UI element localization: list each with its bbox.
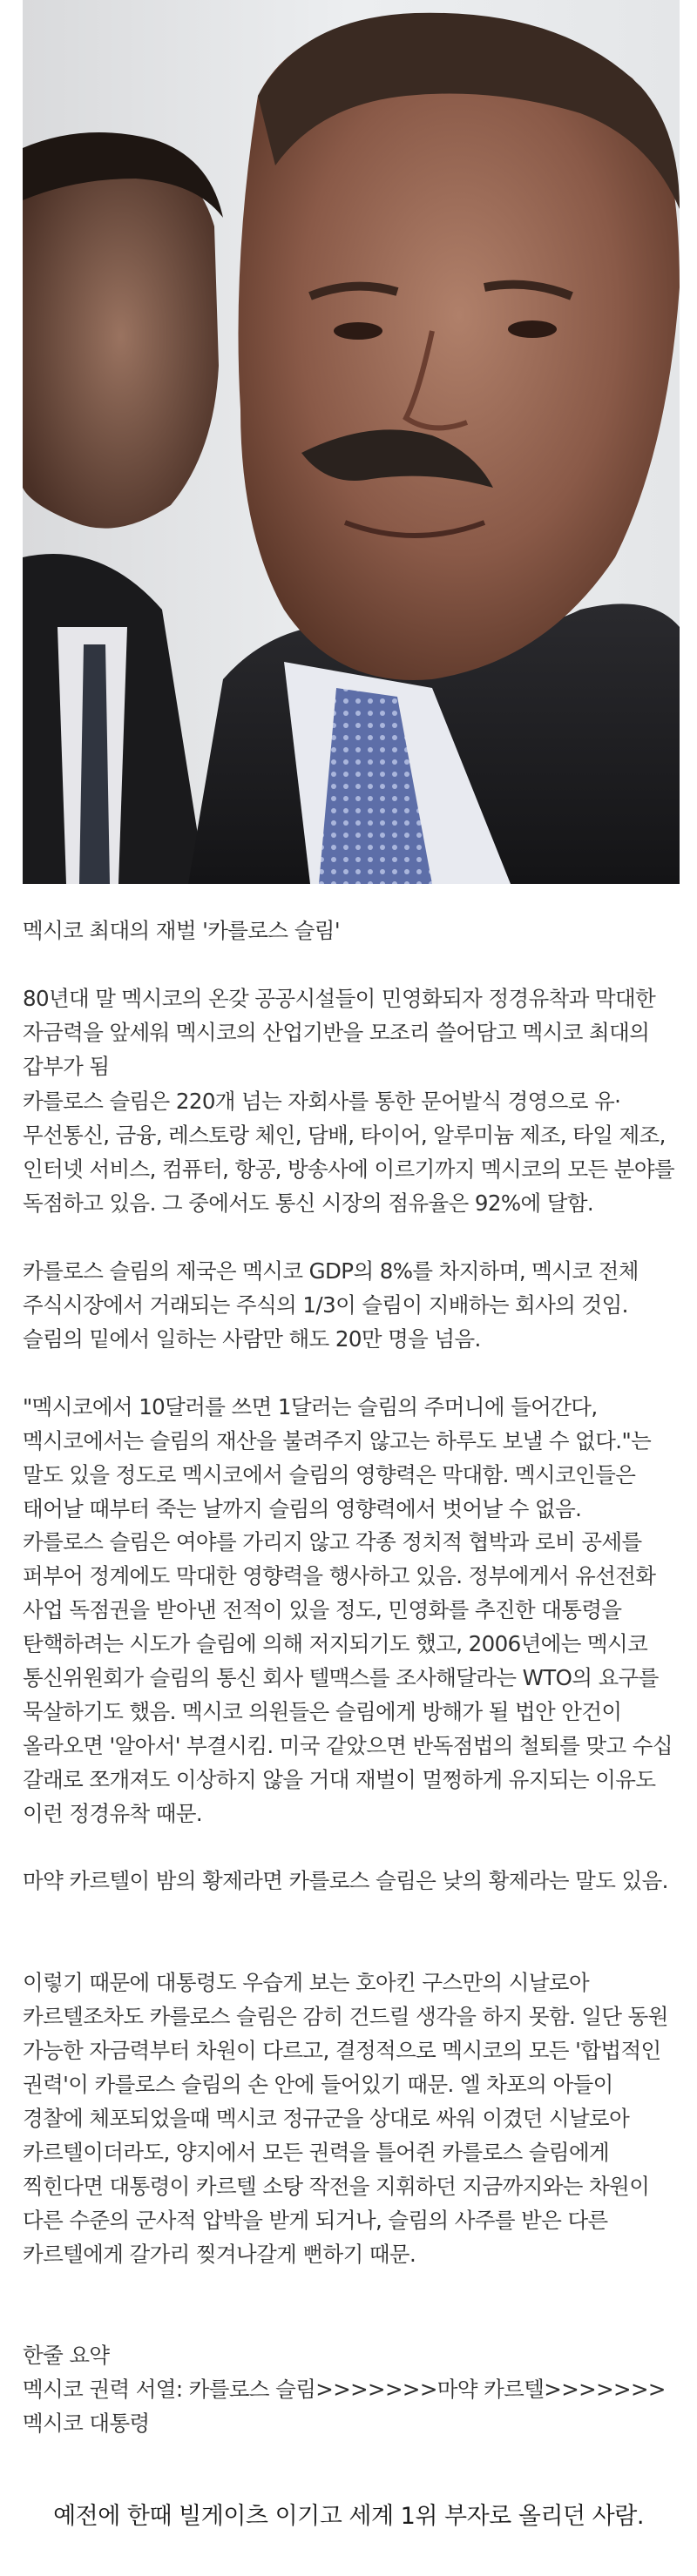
paragraph-5: 카를로스 슬림은 여야를 가리지 않고 각종 정치적 협박과 로비 공세를 퍼부어 정계에도 막대한 영향력을 행사하고 있음. 정부에게서 유선전화 사업 독점권을 받아낸 전적이 있을 정도, 민영화를 추진한 대통령을 탄핵하려는 시도가 슬림에 의해 저지되기도 했고, 2006년에는 멕시코 통신위원회가 슬림의 통신 회사 텔맥스를 조사해달라는 WTO의 요구를 묵살하기도 했음. 멕시코 의원들은 슬림에게 방해가 될 법안 안건이 올라오면 '알아서' 부결시킴. 미국 같았으면 반독점법의 철퇴를 맞고 수십 갈래로 쪼개져도 이상하지 않을 거대 재벌이 멀쩡하게 유지되는 이유도 이런 정경유착 때문. — [23, 1529, 673, 1826]
paragraph-4: "멕시코에서 10달러를 쓰면 1달러는 슬림의 주머니에 들어간다, 멕시코에서는 슬림의 재산을 불려주지 않고는 하루도 보낼 수 없다."는 말도 있을 정도로 멕시코에서 슬림의 영향력은 막대함. 멕시코인들은 태어날 때부터 죽는 날까지 슬림의 영향력에서 벗어날 수 없음. — [23, 1394, 652, 1521]
main-person — [188, 13, 680, 884]
portrait-photo — [23, 0, 680, 884]
paragraph-3: 카를로스 슬림의 제국은 멕시코 GDP의 8%를 차지하며, 멕시코 전체 주식시장에서 거래되는 주식의 1/3이 슬림이 지배하는 회사의 것임. 슬림의 밑에서 일하는 사람만 해도 20만 명을 넘음. — [23, 1258, 639, 1352]
paragraph-2: 카를로스 슬림은 220개 넘는 자회사를 통한 문어발식 경영으로 유·무선통신, 금융, 레스토랑 체인, 담배, 타이어, 알루미늄 제조, 타일 제조, 인터넷 서비스, 컴퓨터, 항공, 방송사에 이르기까지 멕시코의 모든 분야를 독점하고 있음. 그 중에서도 통신 시장의 점유율은 92%에 달함. — [23, 1089, 675, 1216]
paragraph-1: 80년대 말 멕시코의 온갖 공공시설들이 민영화되자 정경유착과 막대한 자금력을 앞세워 멕시코의 산업기반을 모조리 쓸어담고 멕시코 최대의 갑부가 됨 — [23, 986, 656, 1079]
summary-heading: 한줄 요약 — [23, 2343, 110, 2368]
paragraph-7: 이렇기 때문에 대통령도 우습게 보는 호아킨 구스만의 시날로아 카르텔조차도 카를로스 슬림은 감히 건드릴 생각을 하지 못함. 일단 동원 가능한 자금력부터 차원이 다르고, 결정적으로 멕시코의 모든 '합법적인 권력'이 카를로스 슬림의 손 안에 들어있기 때문. 엘 차포의 아들이 경찰에 체포되었을때 멕시코 정규군을 상대로 싸워 이겼던 시날로아 카르텔이더라도, 양지에서 모든 권력을 틀어쥔 카를로스 슬림에게 찍힌다면 대통령이 카르텔 소탕 작전을 지휘하던 지금까지와는 차원이 다른 수준의 군사적 압박을 받게 되거나, 슬림의 사주를 받은 다른 카르텔에게 갈가리 찢겨나갈게 뻔하기 때문. — [23, 1970, 668, 2267]
footer-caption: 예전에 한때 빌게이츠 이기고 세계 1위 부자로 올리던 사람. — [53, 2503, 644, 2530]
article-title: 멕시코 최대의 재벌 '카를로스 슬림' — [23, 918, 340, 943]
paragraph-6: 마약 카르텔이 밤의 황제라면 카를로스 슬림은 낮의 황제라는 말도 있음. — [23, 1868, 668, 1893]
summary-text: 멕시코 권력 서열: 카를로스 슬림>>>>>>>마약 카르텔>>>>>>>멕시코 대통령 — [23, 2377, 666, 2436]
